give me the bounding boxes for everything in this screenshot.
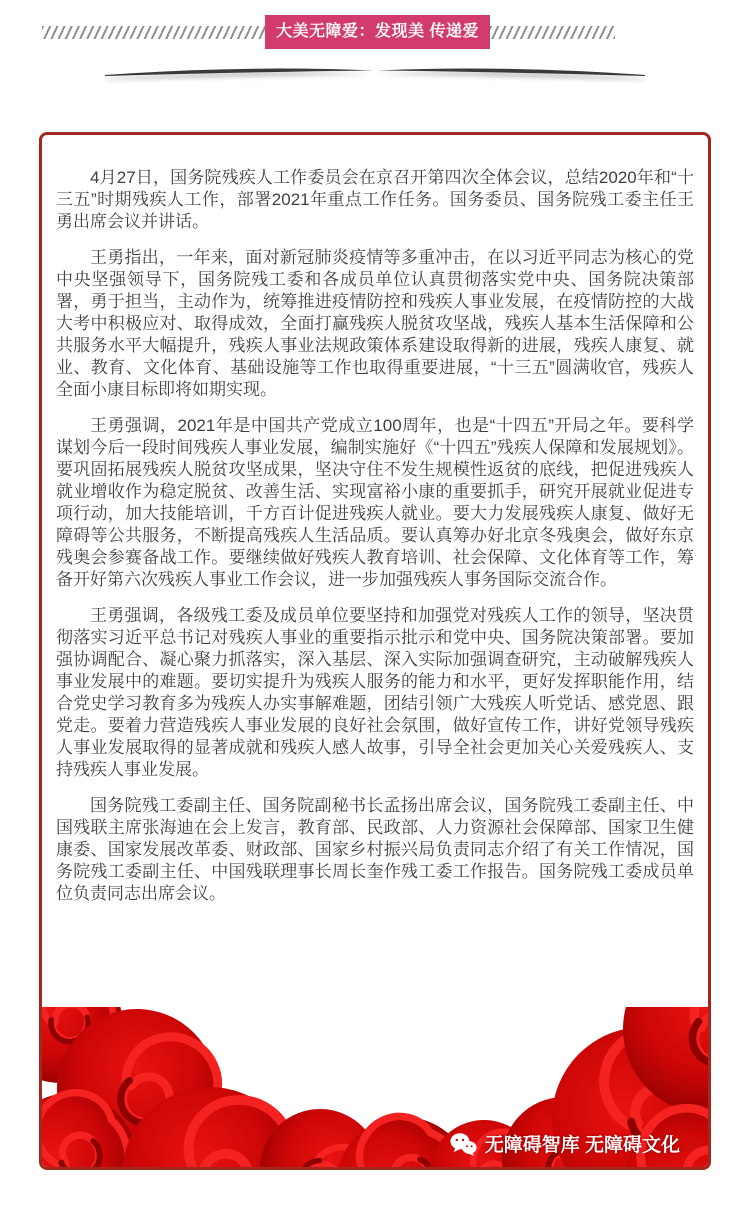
hatch-pattern-left <box>42 26 265 39</box>
red-roses-decoration <box>42 1007 708 1167</box>
shadow-divider <box>95 58 655 88</box>
hatch-pattern-right <box>490 26 615 39</box>
wechat-icon <box>450 1132 477 1156</box>
brand-watermark <box>450 1130 680 1157</box>
article-paragraph: 王勇指出，一年来，面对新冠肺炎疫情等多重冲击，在以习近平同志为核心的党中央坚强领导下，国务院残工委和各成员单位认真贯彻落实党中央、国务院决策部署，勇于担当，主动作为，统筹推进疫情防控和残疾人事业发展，在疫情防控的大战大考中积极应对、取得成效，全面打赢残疾人脱贫攻坚战，残疾人基本生活保障和公共服务水平大幅提升，残疾人事业法规政策体系建设取得新的进展，残疾人康复、就业、教育、文化体育、基础设施等工作也取得重要进展，“十三五”圆满收官，残疾人全面小康目标即将如期实现。 <box>56 248 694 399</box>
brand-text: 无障碍智库 无障碍文化 <box>484 1135 680 1156</box>
article-paragraph: 4月27日，国务院残疾人工作委员会在京召开第四次全体会议，总结2020年和“十三五”时期残疾人工作，部署2021年重点工作任务。国务委员、国务院残工委主任王勇出席会议并讲话。 <box>56 168 694 231</box>
article-body <box>56 167 694 919</box>
article-card <box>39 132 711 1170</box>
article-paragraph: 王勇强调，2021年是中国共产党成立100周年，也是“十四五”开局之年。要科学谋划今后一段时间残疾人事业发展，编制实施好《“十四五”残疾人保障和发展规划》。要巩固拓展残疾人脱贫攻坚成果，坚决守住不发生规模性返贫的底线，把促进残疾人就业增收作为稳定脱贫、改善生活、实现富裕小康的重要抓手，研究开展就业促进专项行动，加大技能培训，千方百计促进残疾人就业。要大力发展残疾人康复、做好无障碍等公共服务，不断提高残疾人生活品质。要认真筹办好北京冬残奥会，做好东京残奥会参赛备战工作。要继续做好残疾人教育培训、社会保障、文化体育等工作，筹备开好第六次残疾人事业工作会议，进一步加强残疾人事务国际交流合作。 <box>56 416 694 589</box>
page-header <box>42 14 750 50</box>
page-title-banner: 大美无障爱：发现美 传递爱 <box>265 15 490 49</box>
article-paragraph: 王勇强调，各级残工委及成员单位要坚持和加强党对残疾人工作的领导，坚决贯彻落实习近平总书记对残疾人事业的重要指示批示和党中央、国务院决策部署。要加强协调配合、凝心聚力抓落实，深入基层、深入实际加强调查研究，主动破解残疾人事业发展中的难题。要切实提升为残疾人服务的能力和水平，更好发挥职能作用，结合党史学习教育多为残疾人办实事解难题，团结引领广大残疾人听党话、感党恩、跟党走。要着力营造残疾人事业发展的良好社会氛围，做好宣传工作，讲好党领导残疾人事业发展取得的显著成就和残疾人感人故事，引导全社会更加关心关爱残疾人、支持残疾人事业发展。 <box>56 606 694 779</box>
article-paragraph: 国务院残工委副主任、国务院副秘书长孟扬出席会议，国务院残工委副主任、中国残联主席张海迪在会上发言，教育部、民政部、人力资源社会保障部、国家卫生健康委、国家发展改革委、财政部、国家乡村振兴局负责同志介绍了有关工作情况，国务院残工委副主任、中国残联理事长周长奎作残工委工作报告。国务院残工委成员单位负责同志出席会议。 <box>56 796 694 903</box>
